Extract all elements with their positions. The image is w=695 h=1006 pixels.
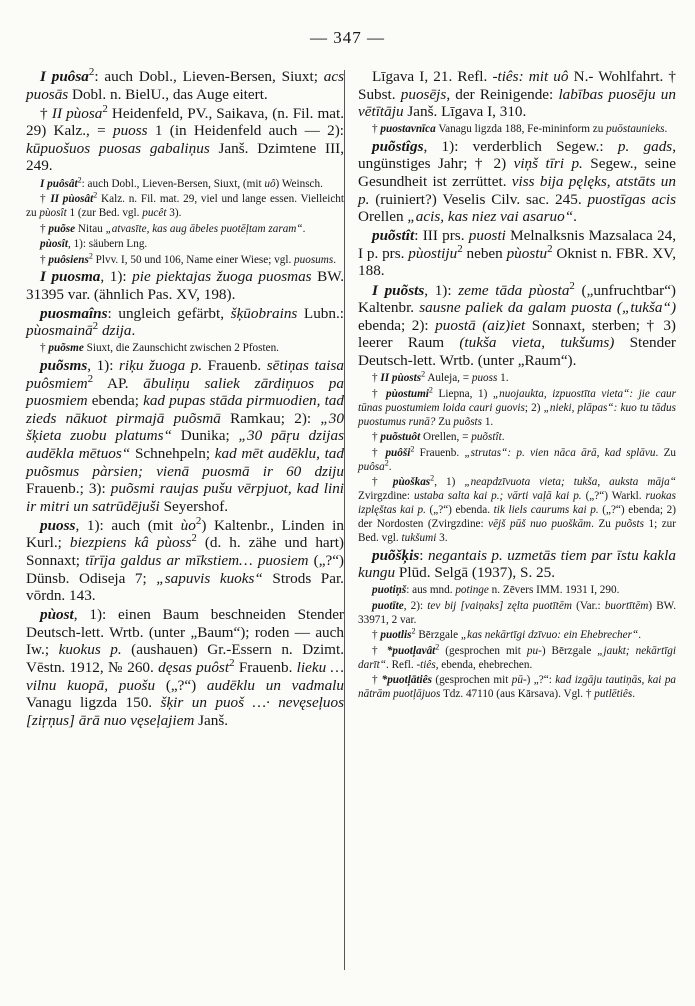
- example-text: puõsmi raujas pušu vērpjuot, kad lini ir mitri un satrūdējuši: [26, 480, 345, 515]
- gloss-text: ; 2): [524, 401, 544, 414]
- example-text: puosums: [294, 253, 334, 266]
- example-text: ruokas izplęštas kai p.: [358, 490, 676, 516]
- superscript-accent: 2: [102, 102, 108, 115]
- dictionary-entry: [358, 599, 676, 627]
- left-column: [26, 65, 345, 731]
- gloss-text: : ungleich gefärbt,: [107, 304, 231, 322]
- gloss-text: Janš.: [194, 711, 229, 729]
- example-text: puosti: [468, 227, 506, 245]
- gloss-text: †: [40, 253, 49, 266]
- gloss-text: (gesprochen mit: [431, 674, 512, 687]
- example-text: riķu žuoga p.: [118, 356, 203, 374]
- gloss-text: ) Kaltenbr., Linden in Kurl.;: [26, 516, 344, 552]
- example-text: „nieki, plāpas“: kuo tu tādus puostumus runā?: [358, 401, 676, 428]
- gloss-text: †: [40, 342, 49, 355]
- gloss-text: Zu: [435, 415, 454, 428]
- example-text: tev bij [vaiņaks] zęlta puotītēm: [427, 599, 572, 612]
- superscript-accent: 2: [411, 626, 416, 636]
- dictionary-entry: [26, 606, 344, 729]
- gloss-text: .: [638, 629, 641, 642]
- gloss-text: (Var.:: [571, 599, 605, 612]
- gloss-text: Sonnaxt, sterben; † 3) leerer Raum: [358, 316, 676, 352]
- dictionary-entry: [26, 305, 344, 340]
- example-text: puõsts: [453, 415, 483, 428]
- example-text: vējš pūš nuo puoškām: [488, 518, 592, 530]
- gloss-text: Schnehpeln;: [130, 444, 215, 462]
- gloss-text: Ramkau; 2):: [220, 409, 321, 427]
- example-text: viņš tīri p.: [513, 155, 583, 173]
- gloss-text: Segew., seine Gesundheit ist zerrüttet.: [358, 155, 676, 190]
- gloss-text: 1.: [482, 415, 494, 428]
- example-text: negantais p. uzmetās tiem par īstu kakla kungu: [358, 546, 676, 582]
- dictionary-entry: [358, 673, 676, 701]
- gloss-text: Liepna, 1): [432, 387, 493, 400]
- example-text: pie piektajas žuoga puosmas: [132, 268, 312, 286]
- headword: puõstîgs: [372, 137, 424, 155]
- gloss-text: .: [664, 123, 668, 136]
- headword: pùosît: [40, 238, 68, 251]
- gloss-text: 1; zur Bed. vgl.: [358, 518, 676, 544]
- example-text: kad izgāju tautiņās, kai pa nātrām puotļājuos: [358, 674, 677, 701]
- column-divider: [344, 70, 345, 970]
- superscript-accent: 2: [191, 532, 197, 545]
- gloss-text: 3.: [436, 532, 448, 544]
- gloss-text: .: [302, 222, 306, 235]
- dictionary-entry: [26, 65, 344, 103]
- example-text: pu-: [526, 644, 542, 657]
- gloss-text: BW. 31395 var. (ähnlich Pas. XV, 198).: [26, 268, 344, 303]
- superscript-accent: 2: [195, 514, 202, 527]
- dictionary-entry: [26, 102, 345, 175]
- gloss-text: , der Reinigende:: [446, 85, 559, 103]
- gloss-text: †: [372, 387, 386, 400]
- gloss-text: (gesprochen mit: [439, 644, 527, 657]
- dictionary-entry: [26, 174, 344, 191]
- gloss-text: Frauenb.; 3):: [26, 480, 111, 498]
- example-text: potinge: [455, 584, 489, 597]
- example-text: puosējs: [400, 85, 447, 103]
- example-text: „30 pāŗu dzijas audēkla mētuos“: [26, 427, 344, 462]
- gloss-text: , 1):: [100, 268, 133, 286]
- example-text: ustaba salta kai p.; vārti vaļā kai p.: [413, 490, 582, 502]
- gloss-text: Stender Deutsch-lett. Wrtb. (unter „Raum“).: [358, 334, 676, 369]
- superscript-accent: 2: [428, 384, 433, 394]
- dictionary-entry: [358, 138, 676, 226]
- superscript-accent: 2: [77, 174, 82, 184]
- example-text: kūpuošuos puosas gabaliņus: [26, 139, 210, 157]
- superscript-accent: 2: [410, 443, 415, 453]
- gloss-text: , 1): [434, 476, 465, 488]
- example-text: puostīgas acis: [587, 190, 676, 208]
- example-text: tik liels caurums kai p.: [493, 504, 599, 516]
- superscript-accent: 2: [421, 369, 426, 379]
- superscript-accent: 2: [430, 473, 435, 483]
- gloss-text: Janš. Dzimtene III, 249.: [26, 139, 345, 175]
- dictionary-entry: [358, 227, 676, 280]
- gloss-text: †: [40, 222, 49, 235]
- gloss-text: †: [372, 123, 381, 136]
- headword: puôsiens: [48, 253, 89, 266]
- example-text: audēklu un vadmalu: [206, 676, 344, 694]
- gloss-text: („unfruchtbar“) Kaltenbr.: [358, 281, 676, 317]
- gloss-text: †: [372, 372, 381, 384]
- example-text: puoss: [471, 372, 498, 384]
- superscript-accent: 2: [93, 190, 98, 200]
- dictionary-entry: [26, 268, 344, 303]
- right-column: [358, 68, 676, 703]
- headword: pùoškas: [392, 476, 431, 488]
- gloss-text: Frauenb.: [202, 356, 267, 374]
- dictionary-entry: [26, 222, 344, 236]
- headword: *puotļavât: [386, 644, 436, 657]
- headword: pùostumi: [386, 387, 429, 400]
- gloss-text: ) Bērzgale: [541, 644, 598, 657]
- superscript-accent: 2: [457, 242, 463, 255]
- example-text: pùostu: [506, 244, 548, 262]
- gloss-text: , 1): säubern Lng.: [67, 238, 148, 251]
- headword: puõstît: [372, 227, 415, 245]
- dictionary-entry: [26, 237, 344, 251]
- gloss-text: AP.: [93, 374, 144, 392]
- superscript-accent: 2: [87, 372, 94, 385]
- gloss-text: :: [419, 546, 428, 564]
- gloss-text: Dobl. n. BielU., das Auge eitert.: [68, 85, 268, 103]
- example-text: „atvasīte, kas aug ābeles puotēļtam zaram“: [105, 222, 303, 235]
- dictionary-entry: [358, 122, 676, 136]
- gloss-text: †: [372, 431, 381, 443]
- gloss-text: Vanagu ligzda 188, Fe-mininform zu: [435, 123, 607, 136]
- headword: puostavnīca: [380, 123, 436, 136]
- headword: pùost: [40, 606, 74, 624]
- headword: puõse: [48, 222, 76, 235]
- example-text: pùosmainā: [26, 322, 93, 340]
- gloss-text: . Zu: [655, 446, 676, 459]
- dictionary-entry: [358, 384, 676, 429]
- gloss-text: , 2):: [403, 599, 428, 612]
- gloss-text: †: [372, 476, 393, 488]
- gloss-text: 1.: [497, 372, 509, 384]
- gloss-text: : auch Dobl., Lieven-Bersen, Siuxt;: [94, 68, 324, 85]
- gloss-text: Siuxt, die Zaunschicht zwischen 2 Pfosten.: [83, 342, 279, 355]
- gloss-text: ebenda; 2):: [358, 316, 436, 334]
- gloss-text: („?“) Warkl.: [581, 490, 646, 502]
- superscript-accent: 2: [88, 250, 93, 260]
- dictionary-entry: [358, 475, 676, 545]
- example-text: dęsas puôst: [158, 659, 230, 677]
- headword: I puõsts: [372, 281, 425, 299]
- gloss-text: : III prs.: [414, 227, 469, 245]
- gloss-text: †: [40, 193, 51, 206]
- example-text: (tukša vieta, tukšums): [459, 334, 615, 352]
- gloss-text: Orellen: [358, 208, 408, 226]
- example-text: zeme tāda pùosta: [458, 281, 570, 299]
- superscript-accent: 2: [88, 65, 95, 78]
- gloss-text: ebenda;: [87, 392, 144, 410]
- gloss-text: ) „?“:: [526, 674, 556, 687]
- gloss-text: .: [501, 431, 505, 443]
- example-text: pucêt: [142, 207, 167, 220]
- example-text: II pùosa: [51, 104, 103, 122]
- example-text: lieku … vilnu kuopā, puošu: [26, 659, 344, 694]
- gloss-text: Lubn.:: [297, 304, 345, 322]
- gloss-text: .: [632, 688, 635, 701]
- headword: puõstuôt: [380, 431, 421, 443]
- gloss-text: 1 (zur Bed. vgl.: [66, 207, 143, 220]
- headword: puôši: [385, 446, 411, 459]
- dictionary-entry: [358, 547, 676, 582]
- gloss-text: , 1): einen Baum beschneiden Stender Deutsch-lett. Wrtb. (unter „Baum“); roden — auch Iw.;: [26, 606, 344, 659]
- page-number: — 347 —: [310, 28, 385, 47]
- dictionary-entry: [358, 641, 677, 672]
- gloss-text: neben: [462, 244, 507, 262]
- gloss-text: Nitau: [75, 222, 106, 235]
- gloss-text: . Zu: [591, 518, 616, 530]
- gloss-text: Plvv. I, 50 und 106, Name einer Wiese; vgl.: [92, 253, 295, 266]
- headword: II pùosât: [50, 193, 94, 206]
- example-text: pùosît: [39, 207, 67, 220]
- headword: puõsme: [48, 342, 84, 355]
- example-text: šķūobrains: [230, 304, 298, 322]
- example-text: puoss: [112, 122, 148, 140]
- example-text: „neapdzīvuota vieta; tukša, auksta māja“: [464, 476, 676, 488]
- gloss-text: Kalz. n. Fil. mat. 29, viel und lange essen. Vielleicht zu: [26, 193, 344, 220]
- gloss-text: (aushauen) Gr.-Essern n. Dzimt. Vēstn. 1912, № 260.: [26, 641, 344, 677]
- gloss-text: : aus mnd.: [406, 584, 456, 597]
- gloss-text: Seyershof.: [159, 497, 229, 515]
- headword: puosmaîns: [40, 304, 108, 322]
- gloss-text: Dunika;: [171, 427, 239, 445]
- gloss-text: Bērzgale: [415, 629, 461, 642]
- dictionary-entry: [358, 279, 676, 370]
- gloss-text: Melnalksnis Mazsalaca 24, I p. prs.: [358, 227, 676, 262]
- example-text: buortītēm: [604, 599, 649, 612]
- gloss-text: Frauenb.: [234, 659, 297, 677]
- superscript-accent: 2: [435, 641, 440, 651]
- gloss-text: („?“) ebenda.: [425, 504, 494, 516]
- gloss-text: (d. h. zähe und hart) Sonnaxt;: [26, 534, 344, 569]
- gloss-text: („?“) Dünsb. Odiseja 7;: [26, 551, 344, 587]
- example-text: acs puosās: [26, 68, 344, 103]
- gloss-text: Auleja, =: [425, 372, 472, 384]
- dictionary-entry: [26, 192, 344, 220]
- gloss-text: Tdz. 47110 (aus Kārsava). Vgl. †: [440, 688, 595, 701]
- gloss-text: (ruiniert?) Veselis Cilv. sac. 245.: [369, 190, 588, 208]
- example-text: tukšumi: [401, 532, 437, 544]
- gloss-text: , ebenda, ehebrechen.: [435, 658, 533, 671]
- example-text: dzija: [98, 322, 132, 340]
- dictionary-entry: [358, 371, 676, 385]
- example-text: „kas nekārtīgi dzīvuo: ein Ehebrecher“: [460, 629, 639, 642]
- gloss-text: : auch Dobl., Lieven-Bersen, Siuxt, (mit: [81, 177, 265, 190]
- headword: *puotļātiês: [381, 674, 432, 687]
- example-text: „jaukt; nekārtīgi darīt“: [358, 644, 677, 671]
- gloss-text: Līgava I, 21. Refl.: [372, 68, 493, 85]
- gloss-text: Frauenb.: [414, 446, 465, 459]
- example-text: kad mēt audēklu, tad puõsmus pàrsien; vienā puosmā ir 60 dziju: [26, 444, 344, 480]
- example-text: biezpiens kâ pùoss: [69, 534, 192, 552]
- gloss-text: Zvirgzdine:: [358, 490, 414, 502]
- gloss-text: Plūd. Selgā (1937), S. 25.: [395, 564, 556, 582]
- superscript-accent: 2: [547, 242, 553, 255]
- example-text: puōstaunieks: [606, 123, 665, 136]
- gloss-text: .: [131, 322, 136, 340]
- gloss-text: 3).: [166, 207, 182, 220]
- example-text: puostā (aiz)iet: [435, 316, 526, 334]
- example-text: sētiņas taisa puôsmiem: [26, 356, 344, 392]
- gloss-text: , 1): auch (mit: [75, 516, 181, 534]
- dictionary-entry: [358, 68, 676, 121]
- gloss-text: . Refl.: [385, 658, 417, 671]
- gloss-text: ) BW. 33971, 2 var.: [358, 599, 677, 626]
- headword: I puôsa: [40, 68, 89, 85]
- gloss-text: N.- Wohlfahrt. † Subst.: [358, 68, 676, 103]
- headword: I puôsât: [40, 177, 78, 190]
- example-text: sausne paliek da galam puosta („tukša“): [419, 299, 676, 317]
- example-text: tīrīja galdus ar mīkstiem… puosiem: [85, 551, 309, 569]
- gloss-text: Strods Par. vōrdn. 143.: [26, 569, 344, 605]
- dictionary-entry: [358, 628, 676, 642]
- dictionary-entry: [26, 341, 344, 355]
- gloss-text: Oknist n. FBR. XV, 188.: [358, 244, 676, 280]
- example-text: -tiês: [416, 658, 436, 671]
- superscript-accent: 2: [92, 320, 99, 333]
- example-text: ùo: [180, 516, 196, 534]
- gloss-text: Heidenfeld, PV., Saikava, (n. Fil. mat. 29) Kalz., =: [26, 104, 345, 140]
- headword: puotlis: [380, 629, 412, 642]
- superscript-accent: 2: [229, 656, 235, 669]
- headword: puõsms: [40, 356, 88, 374]
- example-text: ābuliņu saliek zārdiņuos pa puosmiem: [26, 374, 344, 410]
- example-text: uô: [264, 177, 276, 190]
- dictionary-entry: [26, 357, 344, 515]
- gloss-text: .: [388, 460, 392, 473]
- gloss-text: Vanagu ligzda 150.: [26, 694, 161, 712]
- gloss-text: n. Zēvers IMM. 1931 I, 290.: [488, 584, 620, 597]
- example-text: šķir un puoš …· nevęseļuos [ziŗņus] ārā nuo vęseļajiem: [26, 694, 345, 729]
- gloss-text: 1 (in Heidenfeld auch — 2):: [147, 122, 344, 140]
- gloss-text: †: [372, 446, 386, 459]
- headword: puõšķis: [372, 546, 420, 564]
- headword: II pùosts: [380, 372, 422, 384]
- gloss-text: †: [372, 674, 382, 687]
- gloss-text: .: [333, 253, 337, 266]
- example-text: kuokus p.: [58, 641, 122, 659]
- example-text: putlētiês: [594, 688, 633, 701]
- example-text: pùostiju: [408, 244, 458, 262]
- example-text: puõsts: [615, 518, 644, 530]
- example-text: viss bija pęlęks, atstāts un p.: [358, 172, 676, 208]
- example-text: „strutas“: p. vien nāca ārā, kad splāvu: [464, 446, 656, 459]
- gloss-text: , 1):: [87, 356, 119, 374]
- gloss-text: Orellen, =: [420, 431, 472, 443]
- superscript-accent: 2: [569, 279, 575, 292]
- dictionary-entry: [358, 430, 676, 444]
- headword: I puosma: [40, 268, 101, 286]
- gloss-text: („?“) ebenda; 2) der Nordosten (Zvirgzdine:: [358, 504, 676, 530]
- gloss-text: , 1): verderblich Segew.:: [423, 137, 618, 155]
- dictionary-entry: [26, 514, 344, 605]
- gloss-text: .: [573, 208, 577, 226]
- gloss-text: ) Weinsch.: [275, 177, 323, 190]
- gloss-text: , ungünstiges Jahr; † 2): [358, 137, 676, 173]
- gloss-text: †: [40, 104, 52, 122]
- example-text: „30 šķieta zuobu platums“: [26, 409, 344, 445]
- gloss-text: †: [372, 629, 381, 642]
- superscript-accent: 2: [384, 457, 389, 467]
- example-text: p. gads: [617, 137, 673, 155]
- dictionary-entry: [358, 443, 676, 474]
- example-text: puõstît: [471, 431, 502, 443]
- gloss-text: („?“): [155, 676, 207, 694]
- example-text: puôsa: [358, 460, 385, 473]
- gloss-text: , 1):: [424, 281, 459, 299]
- gloss-text: Janš. Līgava I, 310.: [403, 103, 527, 121]
- headword: puotiņš: [372, 584, 407, 597]
- dictionary-entry: [26, 250, 344, 267]
- example-text: kad pupas stāda pirmuodien, tad zieds nākuot pirmajā puõsmā: [26, 392, 344, 427]
- headword: puoss: [40, 516, 76, 534]
- gloss-text: †: [372, 644, 387, 657]
- example-text: labības puosēju un vētītāju: [358, 85, 676, 121]
- example-text: „sapuvis kuoks“: [156, 569, 263, 587]
- example-text: -tiês: mit uô: [492, 68, 569, 85]
- example-text: „nuojaukta, izpuostīta vieta“: jie caur tūnas puostumiem loida cauri guovis: [358, 387, 676, 414]
- dictionary-entry: [358, 583, 676, 597]
- headword: puotīte: [372, 599, 404, 612]
- example-text: pū-: [511, 674, 527, 687]
- example-text: „acis, kas niez vai asaruo“: [407, 208, 574, 226]
